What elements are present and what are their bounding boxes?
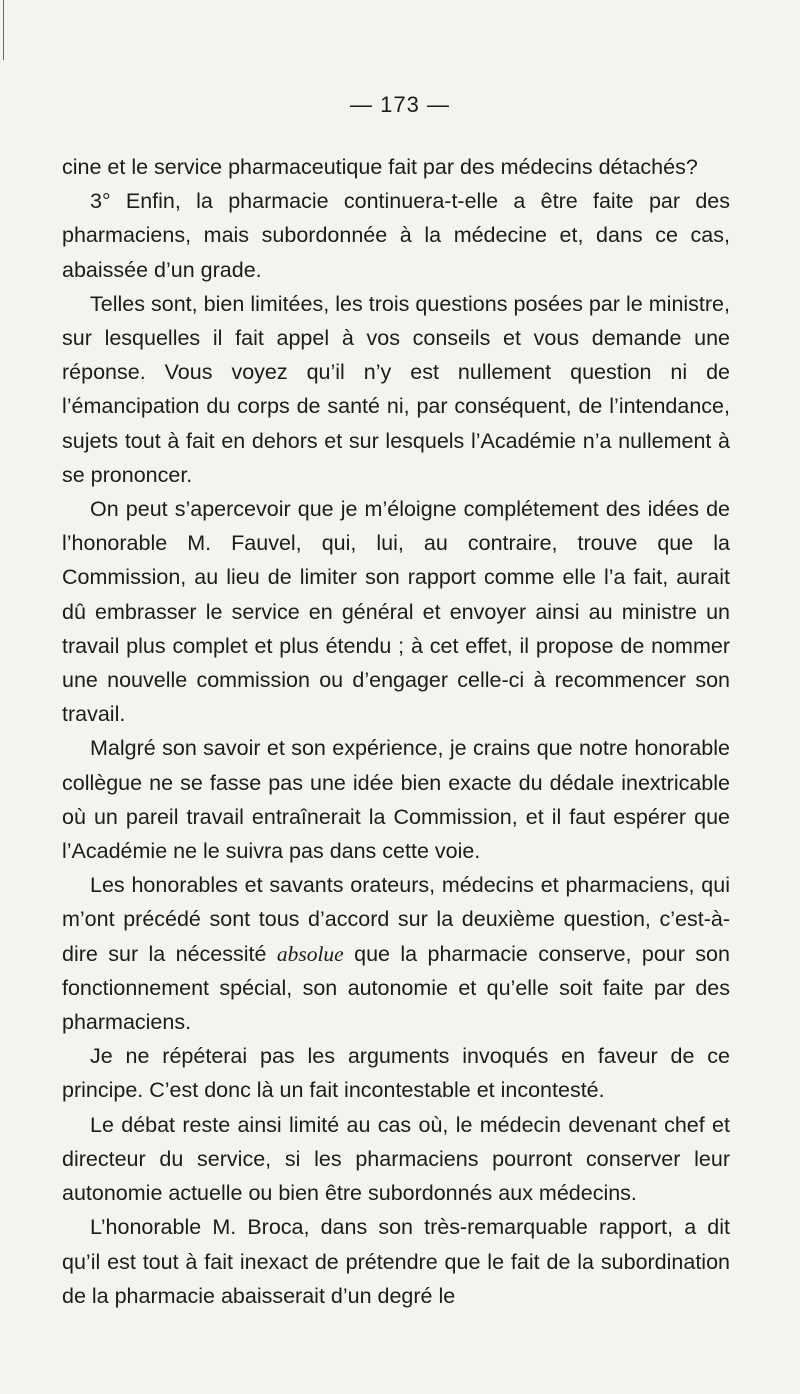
paragraph-autonomie — [62, 868, 730, 1039]
paragraph-debat: Le débat reste ainsi limité au cas où, le médecin devenant chef et directeur du service, si les pharmaciens pourront conserver leur autonomie actuelle ou bien être subordonnés aux médecins. — [62, 1112, 730, 1206]
paragraph-continuation: cine et le service pharmaceutique fait par des médecins détachés? — [62, 155, 698, 179]
paragraph-broca: L’honorable M. Broca, dans son très-remarquable rapport, a dit qu’il est tout à fait inexact de prétendre que le fait de la subordination de la pharmacie abaisserait d’un degré le — [62, 1215, 730, 1308]
paragraph-arguments: Je ne répéterai pas les arguments invoqués en faveur de ce principe. C’est donc là un fait incontestable et incontesté. — [62, 1044, 730, 1103]
page-number: — 173 — — [350, 92, 450, 117]
paragraph-autonomie-rest: que la pharmacie conserve, pour son fonctionnement spécial, son autonomie et qu’elle soit faite par des pharmaciens. — [62, 941, 730, 1035]
paragraph-autonomie-space — [344, 942, 354, 966]
paragraph-dedale: Malgré son savoir et son expérience, je crains que notre honorable collègue ne se fasse pas une idée bien exacte du dédale inextricable où un pareil travail entraînerait la Commission, et il faut espérer que l’Académie ne le suivra pas dans cette voie. — [62, 736, 730, 864]
page-edge-line — [3, 0, 4, 60]
italic-absolue: absolue — [276, 941, 344, 966]
paragraph-three-questions: Telles sont, bien limitées, les trois questions posées par le ministre, sur lesquelles il fait appel à vos conseils et vous demande une réponse. Vous voyez qu’il n’y est nullement question ni de l’émancipation du corps de santé ni, par conséquent, de l’intendance, sujets tout à fait en dehors et sur lesquels l’Académie n’a nullement à se prononcer. — [62, 291, 730, 487]
paragraph-question-3: 3° Enfin, la pharmacie continuera-t-elle a être faite par des pharmaciens, mais subordonnée à la médecine et, dans ce cas, abaissée d’un grade. — [62, 189, 730, 282]
paragraph-autonomie-lead: Les honorables et savants orateurs, médecins et pharmaciens, qui m’ont précédé sont tous d’accord sur la deuxième question, c’est-à-dire sur la nécessité — [62, 873, 730, 966]
paragraph-fauvel: On peut s’apercevoir que je m’éloigne complétement des idées de l’honorable M. Fauvel, qui, lui, au contraire, trouve que la Commission, au lieu de limiter son rapport comme elle l’a fait, aurait dû embrasser le service en général et envoyer ainsi au ministre un travail plus complet et plus étendu ; à cet effet, il propose de nommer une nouvelle commission ou d’engager celle-ci à recommencer son travail. — [62, 497, 730, 727]
body-text — [62, 150, 730, 1313]
